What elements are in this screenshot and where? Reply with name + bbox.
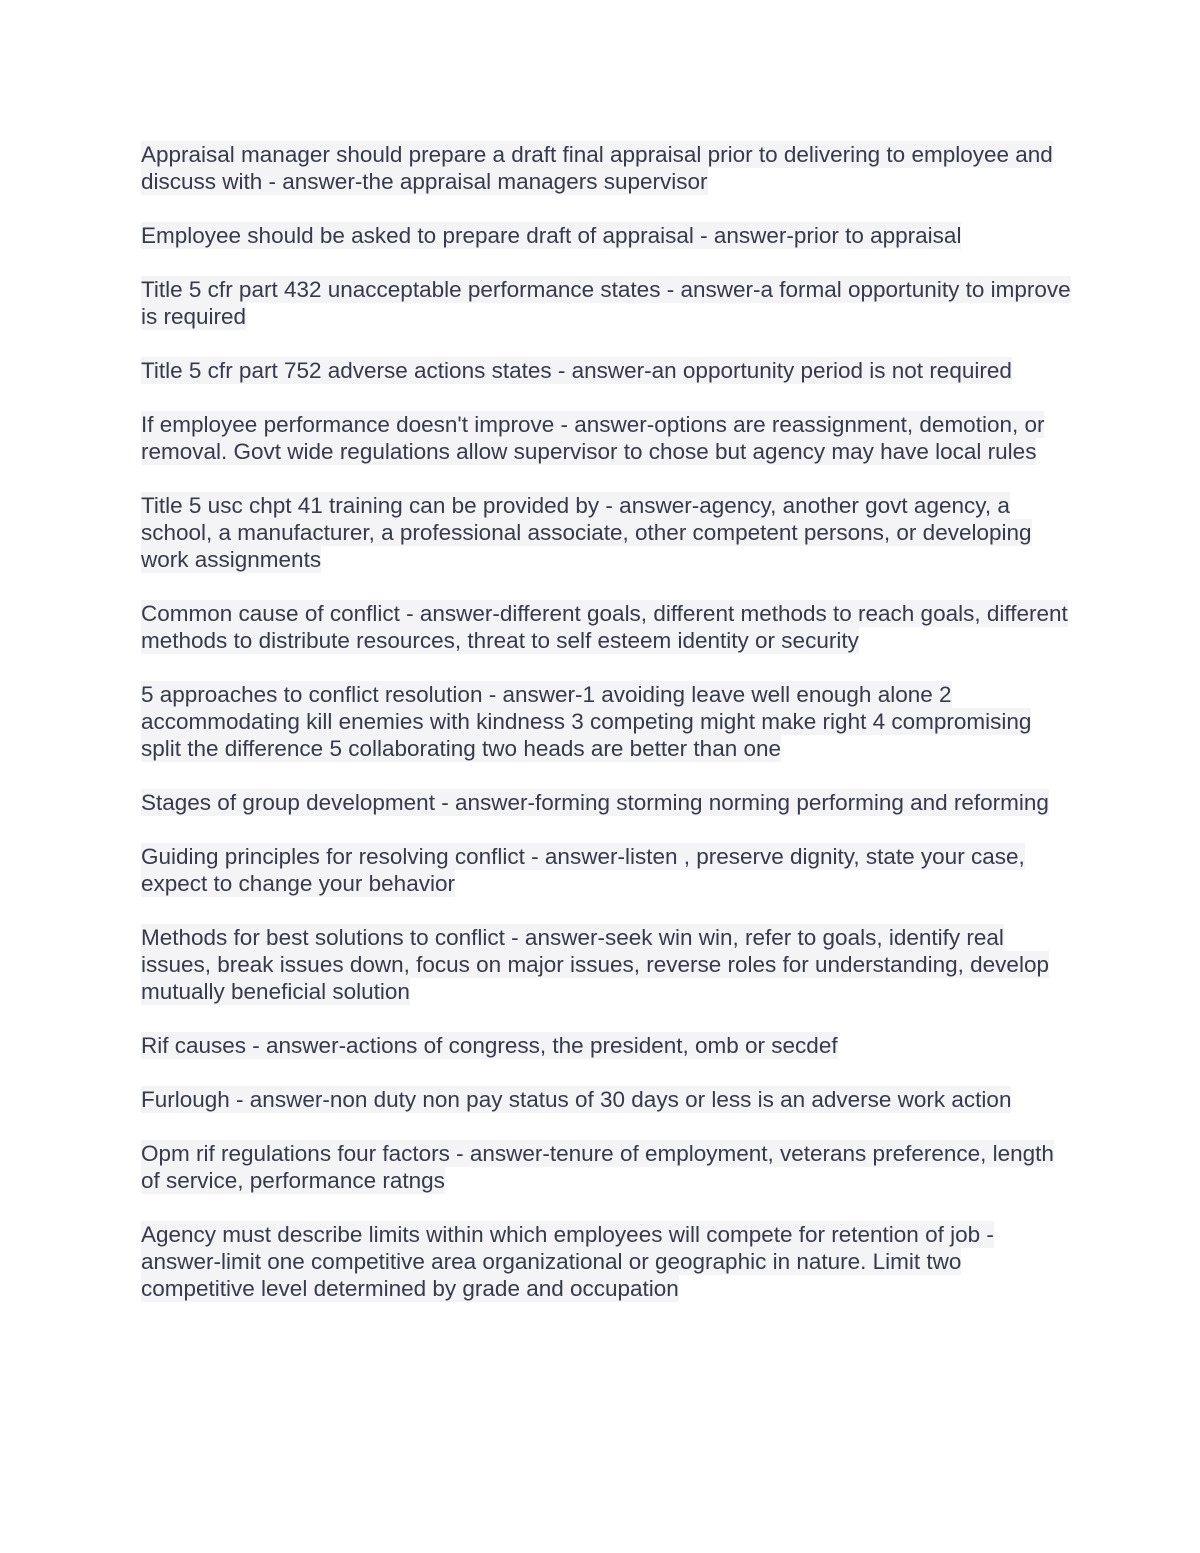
qa-entry-text: If employee performance doesn't improve - answer-options are reassignment, demotion, or removal. Govt wide regulations allow supervisor to chose but agency may have local rules xyxy=(141,412,1045,464)
qa-entry xyxy=(141,411,1071,465)
qa-entry xyxy=(141,600,1071,654)
qa-entry xyxy=(141,843,1071,897)
qa-entry xyxy=(141,1221,1071,1302)
document-body xyxy=(141,141,1071,1329)
qa-entry-text: Furlough - answer-non duty non pay status of 30 days or less is an adverse work action xyxy=(141,1087,1012,1112)
qa-entry xyxy=(141,222,1071,249)
qa-entry-text: Rif causes - answer-actions of congress, the president, omb or secdef xyxy=(141,1033,838,1058)
qa-entry xyxy=(141,924,1071,1005)
qa-entry xyxy=(141,492,1071,573)
qa-entry-text: Agency must describe limits within which employees will compete for retention of job - answer-limit one competitive area organizational or geographic in nature. Limit two competitive level determined by grade and occupation xyxy=(141,1222,994,1301)
qa-entry-text: Title 5 cfr part 752 adverse actions states - answer-an opportunity period is not required xyxy=(141,358,1012,383)
qa-entry xyxy=(141,1032,1071,1059)
qa-entry-text: 5 approaches to conflict resolution - answer-1 avoiding leave well enough alone 2 accommodating kill enemies with kindness 3 competing might make right 4 compromising split the difference 5 collaborating two heads are better than one xyxy=(141,682,1032,761)
qa-entry xyxy=(141,141,1071,195)
qa-entry-text: Appraisal manager should prepare a draft final appraisal prior to delivering to employee and discuss with - answer-the appraisal managers supervisor xyxy=(141,142,1053,194)
qa-entry xyxy=(141,681,1071,762)
qa-entry xyxy=(141,276,1071,330)
qa-entry xyxy=(141,789,1071,816)
qa-entry xyxy=(141,1140,1071,1194)
qa-entry-text: Methods for best solutions to conflict - answer-seek win win, refer to goals, identify real issues, break issues down, focus on major issues, reverse roles for understanding, develop mutually beneficial solution xyxy=(141,925,1049,1004)
qa-entry-text: Employee should be asked to prepare draft of appraisal - answer-prior to appraisal xyxy=(141,223,962,248)
qa-entry-text: Guiding principles for resolving conflict - answer-listen , preserve dignity, state your case, expect to change your behavior xyxy=(141,844,1025,896)
qa-entry xyxy=(141,1086,1071,1113)
qa-entry-text: Title 5 cfr part 432 unacceptable performance states - answer-a formal opportunity to improve is required xyxy=(141,277,1071,329)
qa-entry-text: Stages of group development - answer-forming storming norming performing and reforming xyxy=(141,790,1049,815)
qa-entry-text: Common cause of conflict - answer-different goals, different methods to reach goals, different methods to distribute resources, threat to self esteem identity or security xyxy=(141,601,1068,653)
qa-entry-text: Opm rif regulations four factors - answer-tenure of employment, veterans preference, length of service, performance ratngs xyxy=(141,1141,1054,1193)
qa-entry xyxy=(141,357,1071,384)
qa-entry-text: Title 5 usc chpt 41 training can be provided by - answer-agency, another govt agency, a school, a manufacturer, a professional associate, other competent persons, or developing work assignments xyxy=(141,493,1032,572)
